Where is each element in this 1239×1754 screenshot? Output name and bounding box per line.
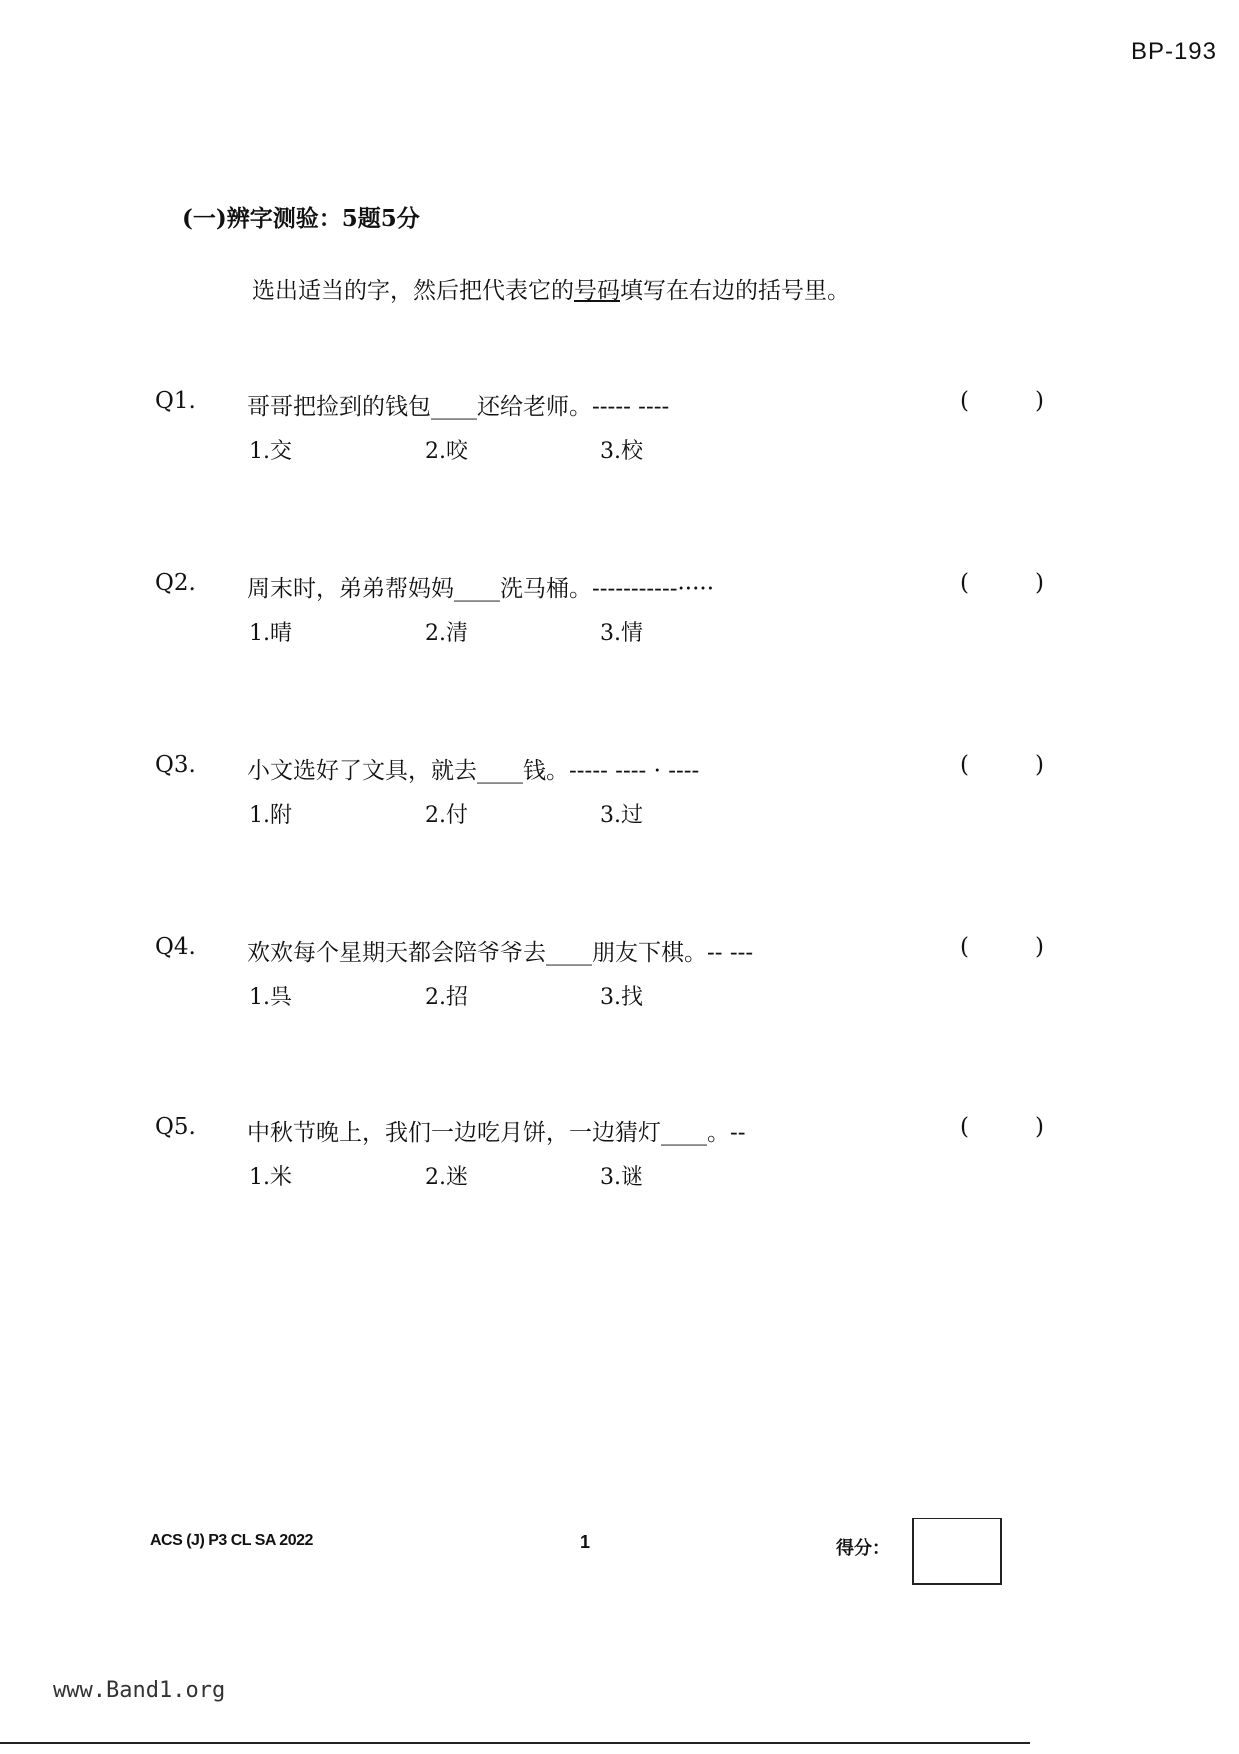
answer-bracket-right: ): [1035, 570, 1044, 596]
instruction-text-pre: 选出适当的字，然后把代表它的: [252, 278, 574, 304]
document-code: BP-193: [1130, 38, 1217, 65]
question-4: [155, 934, 1055, 1014]
option-3: 3.过: [600, 803, 643, 828]
answer-bracket-left: (: [960, 1114, 969, 1140]
question-stem: 小文选好了文具，就去____钱。----- ---- · ----: [247, 758, 700, 784]
option-2: 2.咬: [425, 439, 468, 464]
option-2: 2.招: [425, 985, 468, 1010]
question-1: [155, 388, 1055, 468]
score-box: [912, 1518, 1002, 1585]
answer-bracket-left: (: [960, 388, 969, 414]
answer-bracket-right: ): [1035, 752, 1044, 778]
section-title: (一)辨字测验：5题5分: [182, 205, 420, 232]
question-number: Q1.: [155, 388, 196, 414]
option-2: 2.清: [425, 621, 468, 646]
option-2: 2.付: [425, 803, 468, 828]
question-stem: 欢欢每个星期天都会陪爷爷去____朋友下棋。-- ---: [247, 940, 754, 966]
watermark-url: www.Band1.org: [53, 1678, 226, 1703]
instruction-text-post: 填写在右边的括号里。: [620, 278, 850, 304]
option-3: 3.谜: [600, 1165, 643, 1190]
question-number: Q2.: [155, 570, 196, 596]
question-stem: 周末时，弟弟帮妈妈____洗马桶。-----------·····: [247, 576, 715, 602]
question-number: Q4.: [155, 934, 196, 960]
option-3: 3.找: [600, 985, 643, 1010]
question-3: [155, 752, 1055, 832]
option-1: 1.晴: [249, 621, 292, 646]
option-3: 3.校: [600, 439, 643, 464]
question-stem: 哥哥把捡到的钱包____还给老师。----- ----: [247, 394, 670, 420]
bottom-rule: [0, 1742, 1030, 1744]
option-2: 2.迷: [425, 1165, 468, 1190]
question-number: Q3.: [155, 752, 196, 778]
instruction: [252, 272, 850, 305]
option-1: 1.呉: [249, 985, 292, 1010]
page-number: 1: [580, 1532, 591, 1552]
instruction-text-underlined: 号码: [574, 278, 620, 304]
option-3: 3.情: [600, 621, 643, 646]
option-1: 1.米: [249, 1165, 292, 1190]
score-label: 得分：: [836, 1538, 890, 1559]
answer-bracket-right: ): [1035, 388, 1044, 414]
question-number: Q5.: [155, 1114, 196, 1140]
answer-bracket-right: ): [1035, 1114, 1044, 1140]
option-1: 1.交: [249, 439, 292, 464]
answer-bracket-right: ): [1035, 934, 1044, 960]
answer-bracket-left: (: [960, 934, 969, 960]
answer-bracket-left: (: [960, 570, 969, 596]
question-2: [155, 570, 1055, 650]
question-5: [155, 1114, 1055, 1194]
option-1: 1.附: [249, 803, 292, 828]
footer-exam-code: ACS (J) P3 CL SA 2022: [150, 1532, 313, 1549]
answer-bracket-left: (: [960, 752, 969, 778]
question-stem: 中秋节晚上，我们一边吃月饼，一边猜灯____。--: [247, 1120, 746, 1146]
